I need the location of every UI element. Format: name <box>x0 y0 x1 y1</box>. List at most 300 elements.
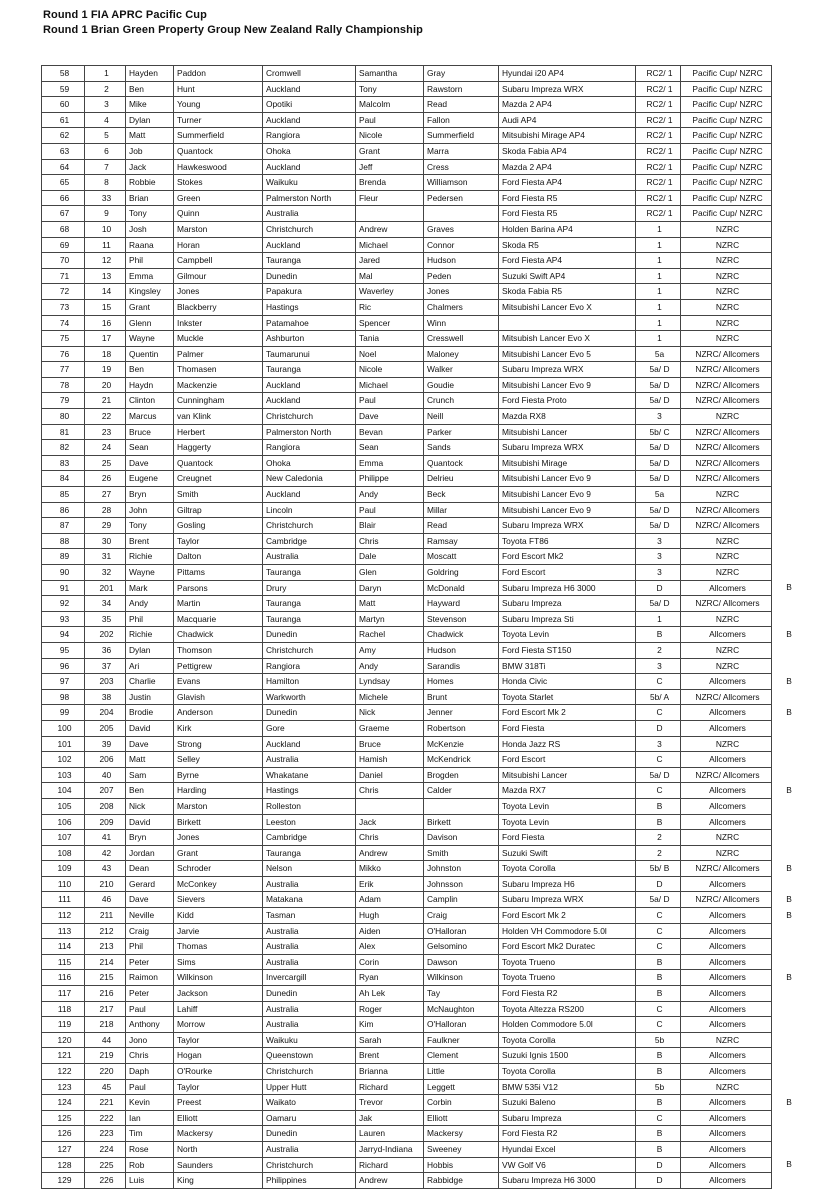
codriver-last-name: Hudson <box>424 642 499 658</box>
row-number: 72 <box>42 284 85 300</box>
series: NZRC/ Allcomers <box>681 471 772 487</box>
codriver-last-name: Hayward <box>424 596 499 612</box>
series: NZRC/ Allcomers <box>681 440 772 456</box>
driver-last-name: Taylor <box>174 533 263 549</box>
table-row <box>42 892 772 908</box>
car-number: 25 <box>85 455 126 471</box>
car-model: Mitsubishi Lancer Evo 5 <box>499 346 636 362</box>
row-number: 74 <box>42 315 85 331</box>
series: NZRC/ Allcomers <box>681 596 772 612</box>
table-row <box>42 175 772 191</box>
class: C <box>636 1001 681 1017</box>
b-marker: B <box>786 893 792 904</box>
class: B <box>636 798 681 814</box>
driver-first-name: Mark <box>126 580 174 596</box>
driver-first-name: Nick <box>126 798 174 814</box>
class: C <box>636 939 681 955</box>
codriver-first-name: Tania <box>356 331 424 347</box>
codriver-first-name: Brent <box>356 1048 424 1064</box>
codriver-last-name <box>424 798 499 814</box>
series: NZRC/ Allcomers <box>681 689 772 705</box>
row-number: 76 <box>42 346 85 362</box>
b-marker: B <box>786 706 792 717</box>
driver-town: Hastings <box>263 783 356 799</box>
codriver-last-name: Leggett <box>424 1079 499 1095</box>
class: 5a/ D <box>636 377 681 393</box>
series: Pacific Cup/ NZRC <box>681 97 772 113</box>
car-model: Subaru Impreza WRX <box>499 81 636 97</box>
codriver-last-name: Johnston <box>424 861 499 877</box>
table-row <box>42 954 772 970</box>
table-row <box>42 159 772 175</box>
driver-last-name: Jones <box>174 830 263 846</box>
driver-town: Christchurch <box>263 409 356 425</box>
car-number: 12 <box>85 253 126 269</box>
car-model: Mitsubishi Lancer <box>499 767 636 783</box>
codriver-last-name: Maloney <box>424 346 499 362</box>
codriver-last-name: Sweeney <box>424 1141 499 1157</box>
table-row <box>42 939 772 955</box>
series: Pacific Cup/ NZRC <box>681 159 772 175</box>
driver-first-name: Ben <box>126 783 174 799</box>
table-row <box>42 331 772 347</box>
row-number: 97 <box>42 674 85 690</box>
driver-town: Cambridge <box>263 533 356 549</box>
row-number: 79 <box>42 393 85 409</box>
car-model: Toyota Corolla <box>499 1064 636 1080</box>
driver-first-name: Kingsley <box>126 284 174 300</box>
table-row <box>42 190 772 206</box>
row-number: 82 <box>42 440 85 456</box>
driver-last-name: Schroder <box>174 861 263 877</box>
car-number: 5 <box>85 128 126 144</box>
driver-town: Whakatane <box>263 767 356 783</box>
driver-town: Dunedin <box>263 627 356 643</box>
car-number: 40 <box>85 767 126 783</box>
car-model: Holden Commodore 5.0l <box>499 1017 636 1033</box>
car-model: Mazda RX7 <box>499 783 636 799</box>
class: 1 <box>636 284 681 300</box>
series: Allcomers <box>681 1048 772 1064</box>
car-model: Honda Jazz RS <box>499 736 636 752</box>
driver-last-name: Hogan <box>174 1048 263 1064</box>
driver-last-name: Thomas <box>174 939 263 955</box>
class: 2 <box>636 642 681 658</box>
codriver-first-name: Paul <box>356 112 424 128</box>
driver-town: Ohoka <box>263 143 356 159</box>
series: NZRC <box>681 221 772 237</box>
driver-last-name: Herbert <box>174 424 263 440</box>
codriver-last-name: Williamson <box>424 175 499 191</box>
car-number: 218 <box>85 1017 126 1033</box>
car-number: 204 <box>85 705 126 721</box>
codriver-last-name: Calder <box>424 783 499 799</box>
driver-town: Palmerston North <box>263 190 356 206</box>
car-number: 212 <box>85 923 126 939</box>
class: 5a <box>636 346 681 362</box>
car-model: Mitsubishi Lancer <box>499 424 636 440</box>
class: RC2/ 1 <box>636 128 681 144</box>
driver-last-name: Inkster <box>174 315 263 331</box>
codriver-last-name: Brogden <box>424 767 499 783</box>
class: RC2/ 1 <box>636 190 681 206</box>
codriver-first-name: Lyndsay <box>356 674 424 690</box>
row-number: 122 <box>42 1064 85 1080</box>
driver-town: Auckland <box>263 112 356 128</box>
car-number: 16 <box>85 315 126 331</box>
class: 3 <box>636 736 681 752</box>
row-number: 92 <box>42 596 85 612</box>
class: 5a/ D <box>636 596 681 612</box>
codriver-last-name: Neill <box>424 409 499 425</box>
car-model: BMW 535i V12 <box>499 1079 636 1095</box>
car-number: 217 <box>85 1001 126 1017</box>
row-number: 124 <box>42 1095 85 1111</box>
car-number: 37 <box>85 658 126 674</box>
driver-town: Christchurch <box>263 1064 356 1080</box>
series: NZRC/ Allcomers <box>681 518 772 534</box>
driver-town: Tauranga <box>263 845 356 861</box>
codriver-last-name: Ramsay <box>424 533 499 549</box>
class: RC2/ 1 <box>636 175 681 191</box>
car-number: 202 <box>85 627 126 643</box>
class: 5b/ A <box>636 689 681 705</box>
class: 3 <box>636 533 681 549</box>
driver-last-name: van Klink <box>174 409 263 425</box>
document-header <box>43 8 423 37</box>
car-model: Subaru Impreza H6 <box>499 876 636 892</box>
row-number: 121 <box>42 1048 85 1064</box>
class: RC2/ 1 <box>636 206 681 222</box>
row-number: 103 <box>42 767 85 783</box>
codriver-first-name: Hamish <box>356 752 424 768</box>
class: B <box>636 954 681 970</box>
driver-town: Queenstown <box>263 1048 356 1064</box>
codriver-last-name: Read <box>424 97 499 113</box>
driver-last-name: Horan <box>174 237 263 253</box>
driver-first-name: Marcus <box>126 409 174 425</box>
codriver-last-name: Cresswell <box>424 331 499 347</box>
car-model: VW Golf V6 <box>499 1157 636 1173</box>
codriver-last-name: Smith <box>424 845 499 861</box>
codriver-first-name: Sean <box>356 440 424 456</box>
table-row <box>42 580 772 596</box>
codriver-first-name: Spencer <box>356 315 424 331</box>
row-number: 84 <box>42 471 85 487</box>
driver-first-name: Ben <box>126 362 174 378</box>
codriver-last-name: McNaughton <box>424 1001 499 1017</box>
codriver-last-name: Jenner <box>424 705 499 721</box>
driver-last-name: Taylor <box>174 1032 263 1048</box>
driver-town: Opotiki <box>263 97 356 113</box>
row-number: 90 <box>42 565 85 581</box>
row-number: 85 <box>42 487 85 503</box>
codriver-last-name: Davison <box>424 830 499 846</box>
table-row <box>42 143 772 159</box>
car-number: 21 <box>85 393 126 409</box>
codriver-last-name: Chadwick <box>424 627 499 643</box>
table-row <box>42 658 772 674</box>
car-model: Mitsubishi Lancer Evo 9 <box>499 487 636 503</box>
table-row <box>42 767 772 783</box>
driver-town: Rangiora <box>263 658 356 674</box>
class: 2 <box>636 845 681 861</box>
table-row <box>42 1032 772 1048</box>
class: B <box>636 1126 681 1142</box>
row-number: 63 <box>42 143 85 159</box>
table-row <box>42 861 772 877</box>
car-number: 11 <box>85 237 126 253</box>
codriver-last-name: Dawson <box>424 954 499 970</box>
car-model: Subaru Impreza Sti <box>499 611 636 627</box>
codriver-first-name: Corin <box>356 954 424 970</box>
codriver-last-name: Rabbidge <box>424 1173 499 1189</box>
driver-town: Auckland <box>263 237 356 253</box>
car-model: Mitsubishi Lancer Evo X <box>499 299 636 315</box>
driver-town: Hastings <box>263 299 356 315</box>
car-number: 15 <box>85 299 126 315</box>
codriver-first-name: Brianna <box>356 1064 424 1080</box>
codriver-last-name: Gelsomino <box>424 939 499 955</box>
entry-list-table <box>41 65 772 1189</box>
table-row <box>42 611 772 627</box>
table-row <box>42 923 772 939</box>
driver-first-name: Grant <box>126 299 174 315</box>
driver-first-name: Sam <box>126 767 174 783</box>
codriver-first-name: Jarryd-Indiana <box>356 1141 424 1157</box>
table-row <box>42 1126 772 1142</box>
driver-last-name: McConkey <box>174 876 263 892</box>
class: D <box>636 580 681 596</box>
car-number: 223 <box>85 1126 126 1142</box>
driver-first-name: Anthony <box>126 1017 174 1033</box>
driver-last-name: Taylor <box>174 1079 263 1095</box>
series: NZRC <box>681 845 772 861</box>
driver-town: Christchurch <box>263 642 356 658</box>
series: Allcomers <box>681 1110 772 1126</box>
codriver-first-name: Andrew <box>356 1173 424 1189</box>
series: Pacific Cup/ NZRC <box>681 206 772 222</box>
table-row <box>42 97 772 113</box>
driver-first-name: Rose <box>126 1141 174 1157</box>
driver-town: Cromwell <box>263 66 356 82</box>
codriver-last-name: Clement <box>424 1048 499 1064</box>
codriver-first-name: Michael <box>356 237 424 253</box>
car-number: 36 <box>85 642 126 658</box>
row-number: 109 <box>42 861 85 877</box>
driver-town: New Caledonia <box>263 471 356 487</box>
codriver-first-name: Tony <box>356 81 424 97</box>
codriver-last-name <box>424 206 499 222</box>
codriver-last-name: Mackersy <box>424 1126 499 1142</box>
driver-last-name: Harding <box>174 783 263 799</box>
driver-town: Palmerston North <box>263 424 356 440</box>
table-row <box>42 315 772 331</box>
series: NZRC <box>681 658 772 674</box>
driver-town: Australia <box>263 1141 356 1157</box>
driver-town: Australia <box>263 876 356 892</box>
table-row <box>42 487 772 503</box>
driver-first-name: Jordan <box>126 845 174 861</box>
table-row <box>42 440 772 456</box>
class: 5b/ C <box>636 424 681 440</box>
series: Pacific Cup/ NZRC <box>681 128 772 144</box>
codriver-last-name: Sarandis <box>424 658 499 674</box>
codriver-last-name: Johnsson <box>424 876 499 892</box>
codriver-first-name: Aiden <box>356 923 424 939</box>
car-number: 29 <box>85 518 126 534</box>
series: NZRC <box>681 642 772 658</box>
table-row <box>42 565 772 581</box>
driver-first-name: Jono <box>126 1032 174 1048</box>
codriver-last-name: Crunch <box>424 393 499 409</box>
car-model: Skoda Fabia AP4 <box>499 143 636 159</box>
row-number: 101 <box>42 736 85 752</box>
class: C <box>636 674 681 690</box>
driver-last-name: Lahiff <box>174 1001 263 1017</box>
driver-town: Australia <box>263 549 356 565</box>
series: Allcomers <box>681 908 772 924</box>
codriver-first-name: Paul <box>356 393 424 409</box>
driver-first-name: Justin <box>126 689 174 705</box>
class: RC2/ 1 <box>636 97 681 113</box>
driver-town: Australia <box>263 923 356 939</box>
table-row <box>42 221 772 237</box>
row-number: 118 <box>42 1001 85 1017</box>
driver-town: Lincoln <box>263 502 356 518</box>
class: 5a/ D <box>636 502 681 518</box>
car-number: 224 <box>85 1141 126 1157</box>
driver-first-name: Neville <box>126 908 174 924</box>
table-row <box>42 268 772 284</box>
table-row <box>42 627 772 643</box>
class: 5a/ D <box>636 440 681 456</box>
codriver-first-name: Noel <box>356 346 424 362</box>
car-number: 201 <box>85 580 126 596</box>
car-model: Subaru Impreza WRX <box>499 518 636 534</box>
driver-last-name: Anderson <box>174 705 263 721</box>
series: NZRC/ Allcomers <box>681 861 772 877</box>
class: 5b/ B <box>636 861 681 877</box>
car-model: Holden VH Commodore 5.0l <box>499 923 636 939</box>
row-number: 99 <box>42 705 85 721</box>
row-number: 120 <box>42 1032 85 1048</box>
driver-town: Dunedin <box>263 986 356 1002</box>
car-number: 45 <box>85 1079 126 1095</box>
driver-first-name: Ian <box>126 1110 174 1126</box>
driver-last-name: Jackson <box>174 986 263 1002</box>
driver-first-name: Paul <box>126 1079 174 1095</box>
table-row <box>42 362 772 378</box>
driver-last-name: Quantock <box>174 143 263 159</box>
row-number: 73 <box>42 299 85 315</box>
codriver-last-name: Peden <box>424 268 499 284</box>
driver-town: Oamaru <box>263 1110 356 1126</box>
class: 5a/ D <box>636 362 681 378</box>
car-number: 19 <box>85 362 126 378</box>
driver-town: Rangiora <box>263 128 356 144</box>
table-row <box>42 518 772 534</box>
car-number: 33 <box>85 190 126 206</box>
row-number: 70 <box>42 253 85 269</box>
codriver-last-name: Chalmers <box>424 299 499 315</box>
codriver-first-name: Waverley <box>356 284 424 300</box>
codriver-first-name: Andrew <box>356 221 424 237</box>
class: 5a/ D <box>636 892 681 908</box>
car-model: Toyota Corolla <box>499 1032 636 1048</box>
row-number: 83 <box>42 455 85 471</box>
class: B <box>636 627 681 643</box>
series: Allcomers <box>681 798 772 814</box>
codriver-last-name: Robertson <box>424 720 499 736</box>
series: NZRC <box>681 1079 772 1095</box>
codriver-first-name: Nicole <box>356 128 424 144</box>
driver-last-name: Morrow <box>174 1017 263 1033</box>
class: 2 <box>636 830 681 846</box>
series: NZRC <box>681 237 772 253</box>
series: Allcomers <box>681 954 772 970</box>
row-number: 112 <box>42 908 85 924</box>
driver-town: Drury <box>263 580 356 596</box>
series: NZRC <box>681 611 772 627</box>
car-number: 206 <box>85 752 126 768</box>
class: 5a/ D <box>636 455 681 471</box>
car-number: 215 <box>85 970 126 986</box>
series: Allcomers <box>681 705 772 721</box>
codriver-last-name: Craig <box>424 908 499 924</box>
driver-first-name: Phil <box>126 611 174 627</box>
car-model: Mitsubish Lancer Evo X <box>499 331 636 347</box>
codriver-last-name: Jones <box>424 284 499 300</box>
codriver-first-name: Brenda <box>356 175 424 191</box>
driver-first-name: Quentin <box>126 346 174 362</box>
row-number: 60 <box>42 97 85 113</box>
class: 3 <box>636 549 681 565</box>
driver-first-name: Job <box>126 143 174 159</box>
codriver-last-name: O'Halloran <box>424 1017 499 1033</box>
series: Allcomers <box>681 970 772 986</box>
car-model: Ford Escort <box>499 752 636 768</box>
row-number: 68 <box>42 221 85 237</box>
table-row <box>42 346 772 362</box>
codriver-last-name: Walker <box>424 362 499 378</box>
row-number: 71 <box>42 268 85 284</box>
driver-last-name: Pittams <box>174 565 263 581</box>
class: 1 <box>636 237 681 253</box>
driver-first-name: Dave <box>126 892 174 908</box>
driver-first-name: Wayne <box>126 331 174 347</box>
table-row <box>42 237 772 253</box>
car-model: Ford Fiesta R5 <box>499 206 636 222</box>
car-model: Holden Barina AP4 <box>499 221 636 237</box>
b-marker: B <box>786 1096 792 1107</box>
driver-town: Papakura <box>263 284 356 300</box>
driver-last-name: Preest <box>174 1095 263 1111</box>
class: C <box>636 783 681 799</box>
car-model: Mazda 2 AP4 <box>499 159 636 175</box>
series: NZRC <box>681 409 772 425</box>
car-number: 221 <box>85 1095 126 1111</box>
car-number: 35 <box>85 611 126 627</box>
row-number: 127 <box>42 1141 85 1157</box>
driver-town: Rangiora <box>263 440 356 456</box>
codriver-last-name: Fallon <box>424 112 499 128</box>
row-number: 77 <box>42 362 85 378</box>
codriver-first-name: Ryan <box>356 970 424 986</box>
car-model: Subaru Impreza <box>499 596 636 612</box>
car-model: Ford Fiesta R2 <box>499 1126 636 1142</box>
table-row <box>42 1017 772 1033</box>
